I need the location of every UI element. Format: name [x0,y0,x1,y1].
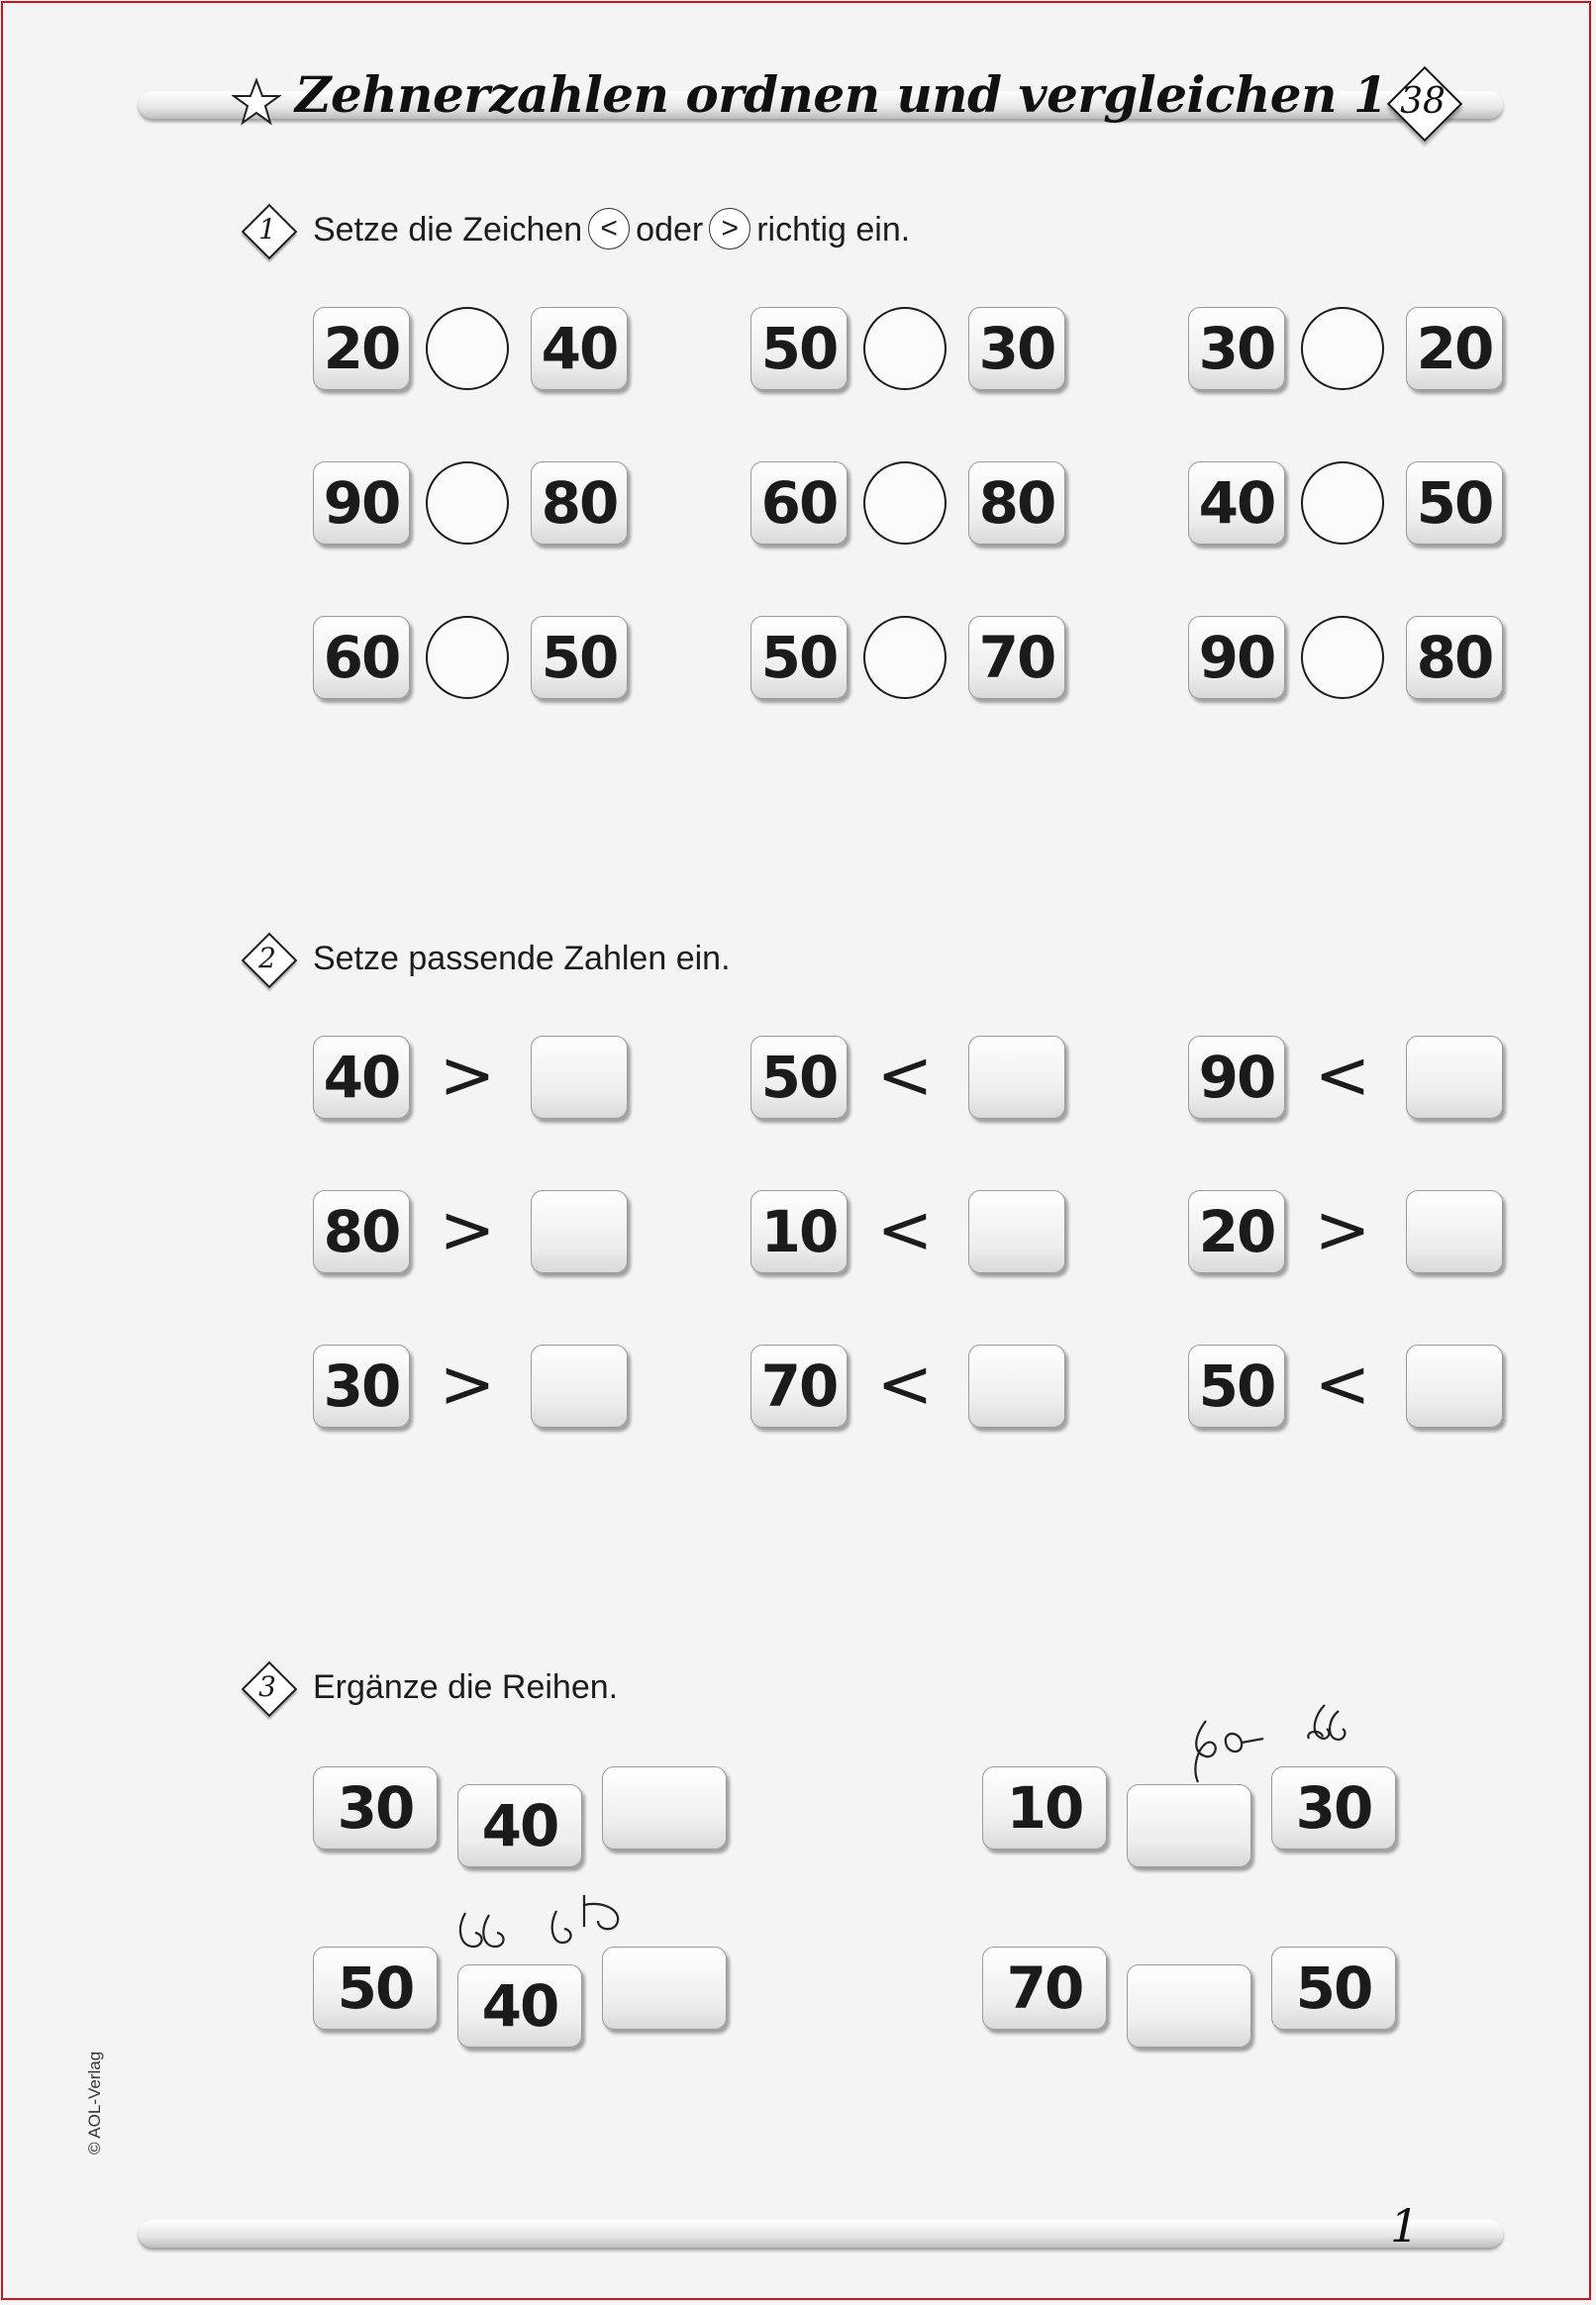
footer-bar [139,2220,1503,2248]
number-tile: 60 [750,461,848,545]
task-1-instruction: Setze die Zeichen < oder > richtig ein. [313,200,910,259]
number-tile: 80 [531,461,628,545]
comparison-circle[interactable] [1301,461,1384,545]
page-title: Zehnerzahlen ordnen und vergleichen 1 [295,65,1388,124]
sequence-number-tile: 30 [1271,1766,1396,1850]
number-tile: 30 [968,307,1065,390]
comparison-circle[interactable] [863,461,947,545]
answer-box[interactable] [968,1036,1065,1119]
number-tile: 20 [1406,307,1503,390]
comparison-circle[interactable] [863,616,947,699]
star-outline-icon [232,77,281,127]
number-tile: 50 [750,1036,848,1119]
comparison-circle[interactable] [1301,307,1384,390]
number-tile: 30 [313,1345,410,1428]
svg-text:1: 1 [1390,2200,1420,2250]
comparison-operator: < [1314,1346,1371,1424]
answer-box[interactable] [1406,1190,1503,1273]
comparison-operator: < [1314,1037,1371,1115]
sequence-number-tile: 70 [982,1947,1107,2030]
number-tile: 10 [750,1190,848,1273]
task-number-badge: 1 [238,200,297,259]
number-tile: 40 [1188,461,1285,545]
answer-box[interactable] [1406,1036,1503,1119]
less-than-sign: < [588,208,630,250]
comparison-operator: < [876,1037,934,1115]
comparison-circle[interactable] [863,307,947,390]
number-tile: 90 [1188,1036,1285,1119]
comparison-circle[interactable] [426,616,509,699]
page-number: 38 [1400,81,1446,122]
number-tile: 20 [313,307,410,390]
number-tile: 50 [750,307,848,390]
number-tile: 50 [1406,461,1503,545]
sequence-answer-box[interactable] [1127,1964,1251,2048]
greater-than-sign: > [709,208,750,250]
sequence-number-tile: 30 [313,1766,438,1850]
comparison-circle[interactable] [426,307,509,390]
number-tile: 90 [1188,616,1285,699]
comparison-circle[interactable] [1301,616,1384,699]
task-number-badge: 3 [238,1657,297,1717]
number-tile: 70 [750,1345,848,1428]
answer-box[interactable] [968,1345,1065,1428]
task-number-badge: 2 [238,929,297,988]
number-tile: 40 [313,1036,410,1119]
answer-box[interactable] [531,1036,628,1119]
sequence-number-tile: 50 [313,1947,438,2030]
number-tile: 30 [1188,307,1285,390]
comparison-operator: < [876,1191,934,1269]
comparison-operator: > [439,1037,496,1115]
number-tile: 50 [531,616,628,699]
comparison-operator: > [439,1191,496,1269]
number-tile: 80 [313,1190,410,1273]
number-tile: 70 [968,616,1065,699]
number-tile: 50 [1188,1345,1285,1428]
answer-box[interactable] [531,1345,628,1428]
number-tile: 20 [1188,1190,1285,1273]
sequence-number-tile: 40 [457,1784,582,1867]
sequence-number-tile: 50 [1271,1947,1396,2030]
answer-box[interactable] [968,1190,1065,1273]
answer-box[interactable] [531,1190,628,1273]
comparison-operator: < [876,1346,934,1424]
number-tile: 80 [1406,616,1503,699]
handwritten-scribble [1184,1703,1382,1792]
number-tile: 50 [750,616,848,699]
number-tile: 80 [968,461,1065,545]
number-tile: 40 [531,307,628,390]
comparison-operator: > [439,1346,496,1424]
page-number-badge [1384,63,1461,141]
task-2-instruction: Setze passende Zahlen ein. [313,940,731,977]
comparison-circle[interactable] [426,461,509,545]
sequence-number-tile: 40 [457,1964,582,2048]
comparison-operator: > [1314,1191,1371,1269]
sequence-answer-box[interactable] [1127,1784,1251,1867]
sequence-number-tile: 10 [982,1766,1107,1850]
handwritten-scribble [453,1891,642,1970]
answer-box[interactable] [1406,1345,1503,1428]
handwritten-page-mark [1386,2200,1426,2250]
number-tile: 60 [313,616,410,699]
number-tile: 90 [313,461,410,545]
copyright-notice: © AOL-Verlag [85,2051,104,2155]
sequence-answer-box[interactable] [602,1766,727,1850]
task-3-instruction: Ergänze die Reihen. [313,1668,619,1706]
